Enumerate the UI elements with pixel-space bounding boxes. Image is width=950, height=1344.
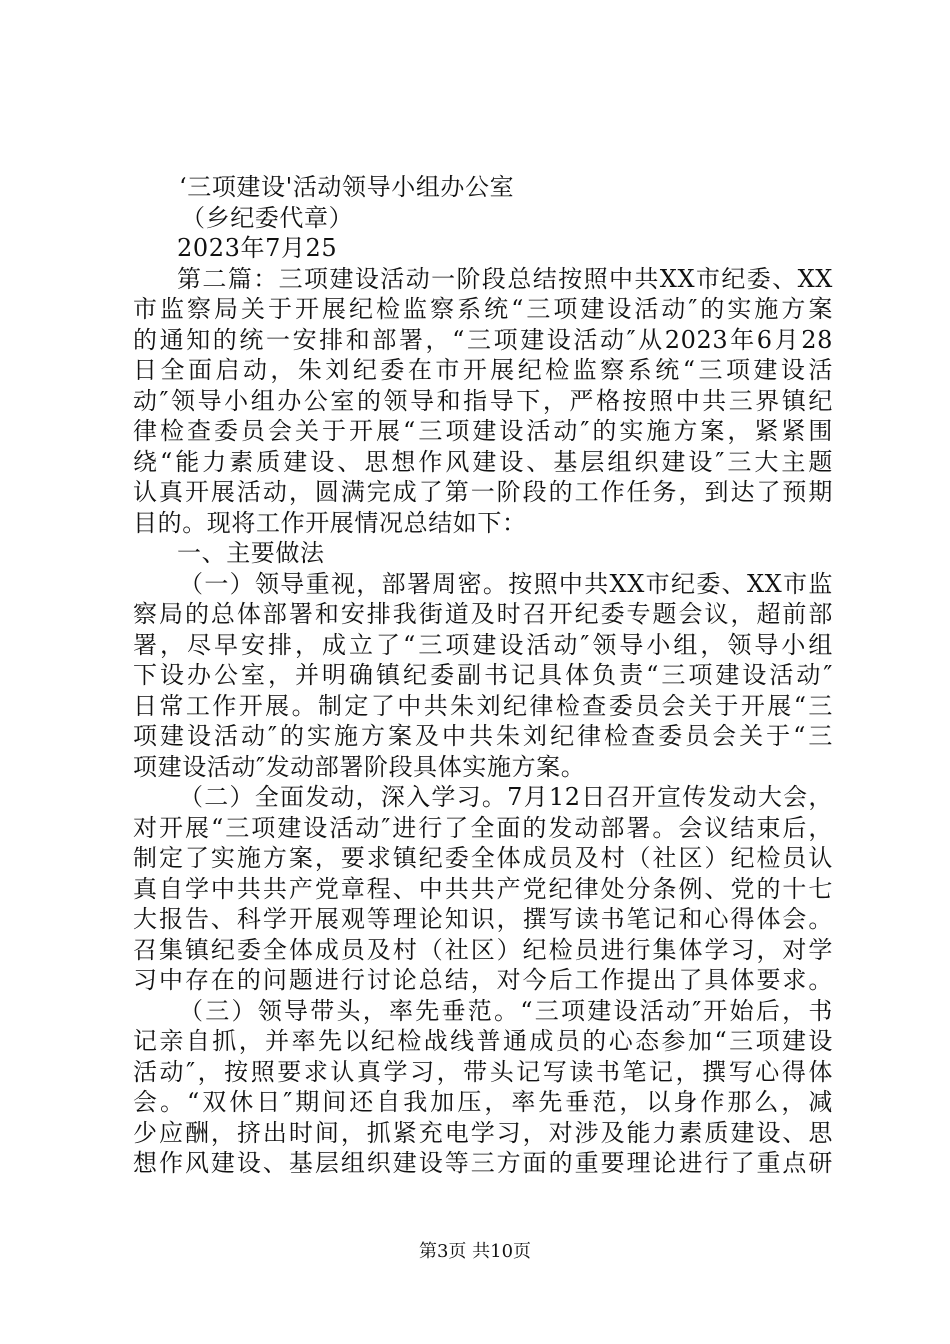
paragraph-line: 制定了实施方案，要求镇纪委全体成员及村（社区）纪检员认 xyxy=(133,844,833,872)
paragraph-line: 动″领导小组办公室的领导和指导下，严格按照中共三界镇纪 xyxy=(133,386,833,415)
paragraph-line: 市监察局关于开展纪检监察系统“三项建设活动″的实施方案 xyxy=(133,295,833,323)
signature-date-line: 2023年7月25 xyxy=(177,234,338,262)
paragraph-line: 律检查委员会关于开展“三项建设活动″的实施方案，紧紧围 xyxy=(133,417,833,445)
paragraph-line: （一）领导重视，部署周密。按照中共XX市纪委、XX市监 xyxy=(179,569,833,598)
paragraph-line: 大报告、科学开展观等理论知识，撰写读书笔记和心得体会。 xyxy=(133,905,833,933)
section-heading: 一、主要做法 xyxy=(177,539,325,567)
paragraph-line: 署，尽早安排，成立了“三项建设活动″领导小组，领导小组 xyxy=(133,630,833,659)
paragraph-line: 日全面启动，朱刘纪委在市开展纪检监察系统“三项建设活 xyxy=(133,356,833,384)
paragraph-line: 活动″，按照要求认真学习，带头记写读书笔记，撰写心得体 xyxy=(133,1057,833,1086)
paragraph-line: 的通知的统一安排和部署，“三项建设活动″从2023年6月28 xyxy=(133,325,833,354)
paragraph-line: 对开展“三项建设活动″进行了全面的发动部署。会议结束后， xyxy=(133,813,833,842)
paragraph-line: 目的。现将工作开展情况总结如下： xyxy=(133,508,527,537)
paragraph-line: （二）全面发动，深入学习。7月12日召开宣传发动大会， xyxy=(179,783,833,811)
paragraph-line: 记亲自抓，并率先以纪检战线普通成员的心态参加“三项建设 xyxy=(133,1027,833,1055)
paragraph-line: 会。“双休日″期间还自我加压，率先垂范，以身作那么，减 xyxy=(133,1088,833,1116)
signature-seal-line: （乡纪委代章） xyxy=(181,203,354,232)
paragraph-line: 习中存在的问题进行讨论总结，对今后工作提出了具体要求。 xyxy=(133,966,833,994)
paragraph-line: 想作风建设、基层组织建设等三方面的重要理论进行了重点研 xyxy=(133,1149,833,1177)
signature-office-line: ‘三项建设'活动领导小组办公室 xyxy=(179,173,515,201)
paragraph-line: 日常工作开展。制定了中共朱刘纪律检查委员会关于开展“三 xyxy=(133,691,833,720)
paragraph-line: 绕“能力素质建设、思想作风建设、基层组织建设″三大主题 xyxy=(133,447,833,476)
paragraph-line: 少应酬，挤出时间，抓紧充电学习，对涉及能力素质建设、思 xyxy=(133,1118,833,1147)
paragraph-line: 召集镇纪委全体成员及村（社区）纪检员进行集体学习，对学 xyxy=(133,935,833,964)
document-body xyxy=(133,172,833,1179)
paragraph-line: 项建设活动″的实施方案及中共朱刘纪律检查委员会关于“三 xyxy=(133,722,833,750)
paragraph-line: （三）领导带头，率先垂范。“三项建设活动″开始后，书 xyxy=(179,996,833,1025)
paragraph-line: 真自学中共共产党章程、中共共产党纪律处分条例、党的十七 xyxy=(133,874,833,903)
page-number-footer: 第3页 共10页 xyxy=(418,1241,532,1262)
paragraph-line: 第二篇：三项建设活动一阶段总结按照中共XX市纪委、XX xyxy=(177,264,833,293)
paragraph-line: 认真开展活动，圆满完成了第一阶段的工作任务，到达了预期 xyxy=(133,478,833,506)
paragraph-line: 项建设活动″发动部署阶段具体实施方案。 xyxy=(133,752,586,781)
paragraph-line: 察局的总体部署和安排我街道及时召开纪委专题会议，超前部 xyxy=(133,600,833,628)
paragraph-line: 下设办公室，并明确镇纪委副书记具体负责“三项建设活动″ xyxy=(133,661,833,689)
